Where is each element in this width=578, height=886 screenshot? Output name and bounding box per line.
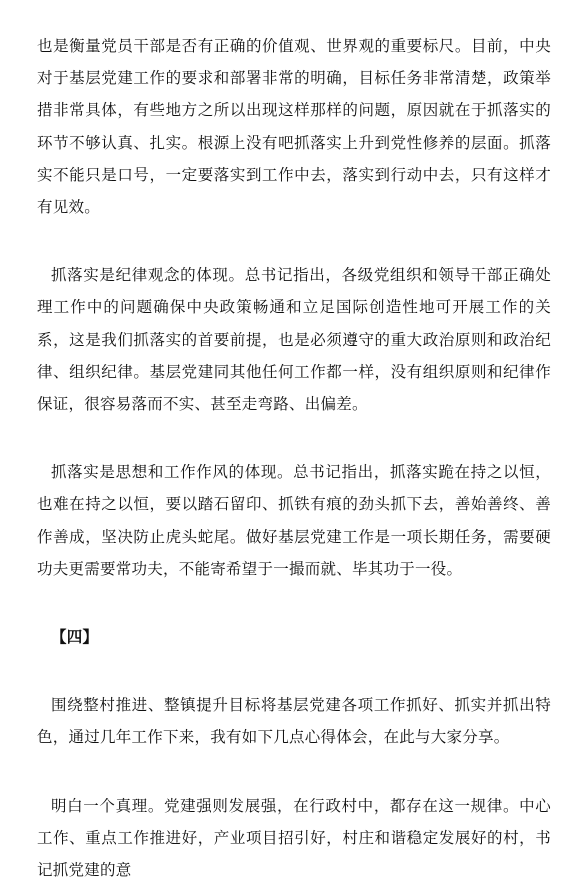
paragraph-5: 明白一个真理。党建强则发展强，在行政村中，都存在这一规律。中心工作、重点工作推进好，产业项目招引好，村庄和谐稳定发展好的村，书记抓党建的意 [37, 796, 551, 880]
paragraph-2: 抓落实是纪律观念的体现。总书记指出，各级党组织和领导干部正确处理工作中的问题确保中央政策畅通和立足国际创造性地可开展工作的关系，这是我们抓落实的首要前提，也是必须遵守的重大政治原则和政治纪律、组织纪律。基层党建同其他任何工作都一样，没有组织原则和纪律作保证，很容易落而不实、甚至走弯路、出偏差。 [37, 266, 551, 414]
paragraph-4: 围绕整村推进、整镇提升目标将基层党建各项工作抓好、抓实并抓出特色，通过几年工作下来，我有如下几点心得体会，在此与大家分享。 [37, 696, 551, 747]
paragraph-gap [37, 585, 551, 621]
paragraph-gap [37, 420, 551, 456]
paragraph-gap [37, 653, 551, 689]
paragraph-1: 也是衡量党员干部是否有正确的价值观、世界观的重要标尺。目前，中央对于基层党建工作的要求和部署非常的明确，目标任务非常清楚，政策举措非常具体，有些地方之所以出现这样那样的问题，原因就在于抓落实的环节不够认真、扎实。根源上没有吧抓落实上升到党性修养的层面。抓落实不能只是口号，一定要落实到工作中去，落实到行动中去，只有这样才有见效。 [37, 37, 551, 217]
paragraph-gap [37, 223, 551, 259]
section-heading: 【四】 [51, 627, 99, 647]
paragraph-3: 抓落实是思想和工作作风的体现。总书记指出，抓落实跪在持之以恒，也难在持之以恒，要以踏石留印、抓铁有痕的劲头抓下去，善始善终、善作善成，坚决防止虎头蛇尾。做好基层党建工作是一项长期任务，需要硬功夫更需要常功夫，不能寄希望于一撮而就、毕其功于一役。 [37, 463, 551, 578]
paragraph-gap [37, 754, 551, 790]
document-body [37, 30, 551, 886]
